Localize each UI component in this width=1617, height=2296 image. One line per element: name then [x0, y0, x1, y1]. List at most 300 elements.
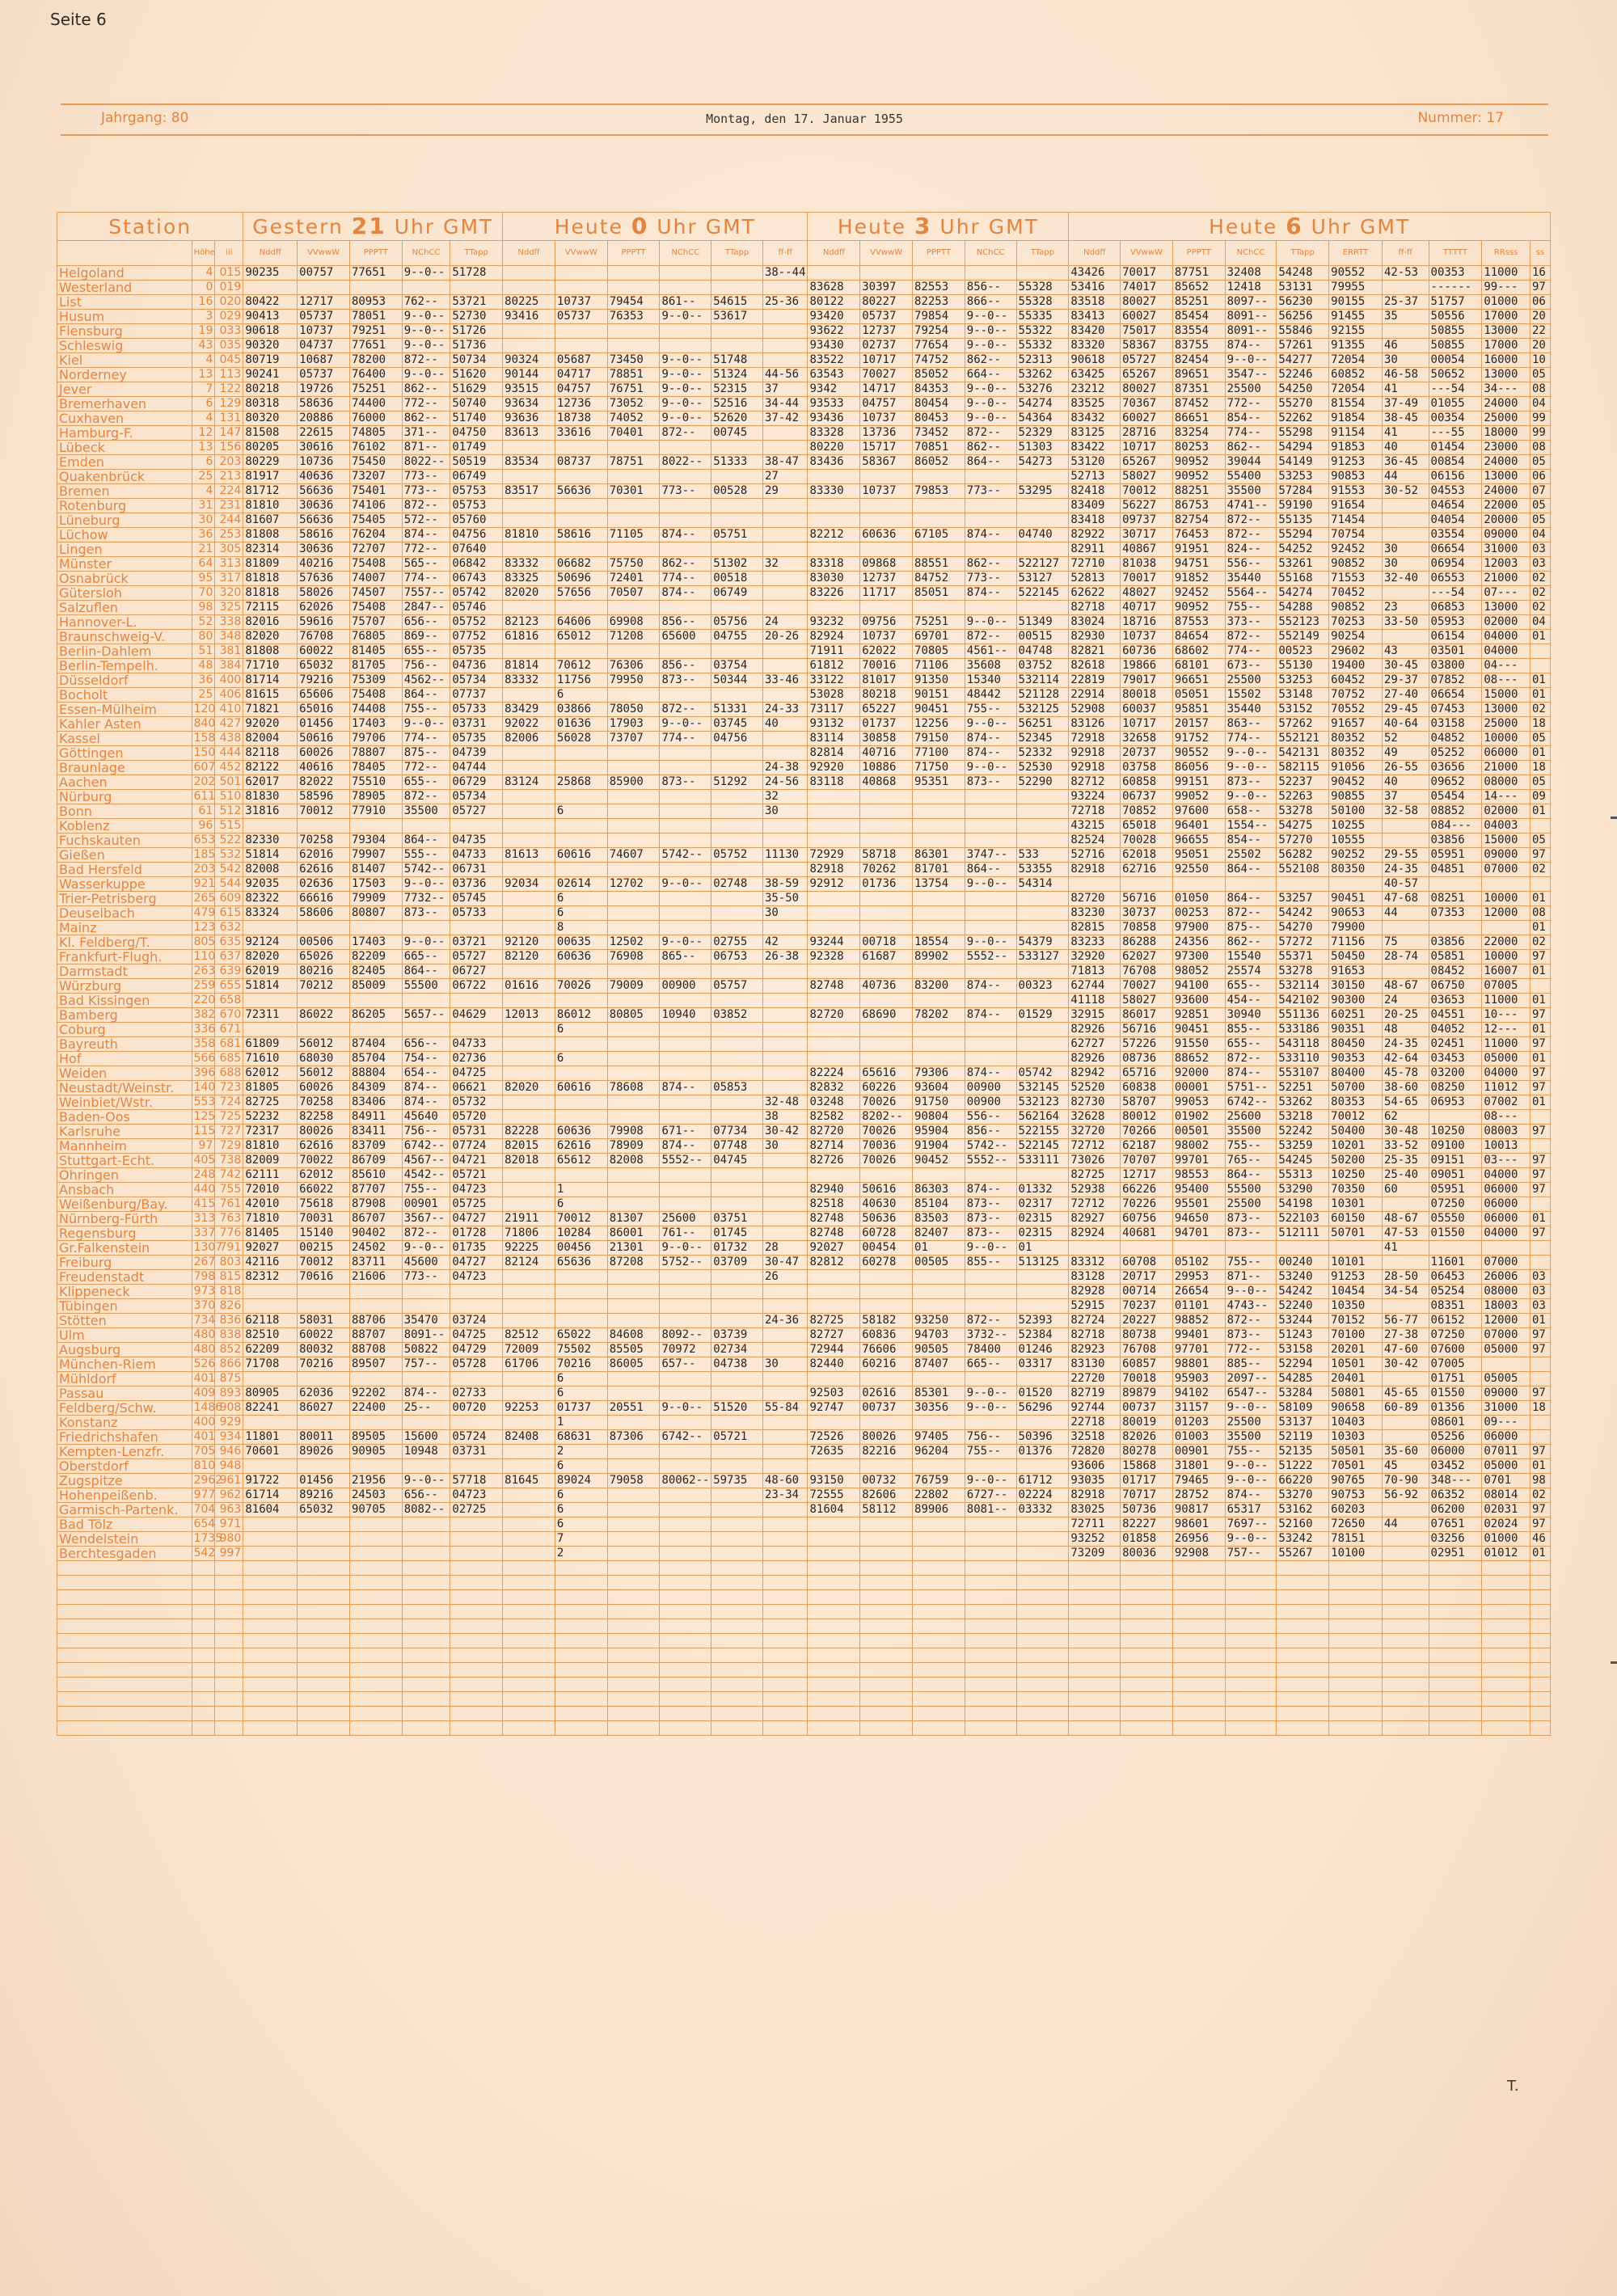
table-cell [711, 1095, 763, 1110]
station-index: 532 [215, 848, 243, 863]
table-cell [913, 1052, 965, 1066]
table-cell: 5742-- [402, 863, 450, 877]
table-cell: 06621 [450, 1081, 503, 1095]
table-cell: 06 [1530, 470, 1550, 484]
table-cell: 871-- [1225, 1270, 1277, 1285]
table-cell: 4562-- [402, 673, 450, 688]
table-cell [711, 1285, 763, 1299]
empty-cell [555, 1590, 607, 1605]
station-name: Freiburg [57, 1256, 192, 1270]
table-row [57, 1445, 1551, 1459]
table-cell: 2097-- [1225, 1372, 1277, 1386]
table-cell: 56296 [1016, 1401, 1069, 1416]
empty-cell [1069, 1605, 1121, 1619]
table-cell: 22720 [1069, 1372, 1121, 1386]
table-cell: 06200 [1429, 1503, 1482, 1517]
station-height: 263 [192, 964, 215, 979]
table-cell: 82330 [243, 834, 298, 848]
table-cell: 0701 [1482, 1474, 1530, 1488]
table-cell [913, 921, 965, 935]
table-cell: 87553 [1172, 615, 1225, 630]
empty-cell [1225, 1721, 1277, 1736]
station-height: 337 [192, 1226, 215, 1241]
station-name: Hamburg-F. [57, 426, 192, 441]
table-cell: 28 [762, 1241, 808, 1256]
table-cell: 522127 [1016, 557, 1069, 572]
table-cell [660, 1517, 711, 1532]
empty-cell [503, 1619, 555, 1634]
column-header: VVwwW [555, 241, 607, 266]
table-row [57, 1285, 1551, 1299]
table-cell: 25500 [1225, 1197, 1277, 1212]
table-cell: 80027 [1121, 295, 1173, 310]
table-cell: 25000 [1482, 717, 1530, 732]
table-cell: 63543 [808, 368, 860, 382]
table-cell [607, 644, 660, 659]
table-cell: 83030 [808, 572, 860, 586]
table-cell: 71810 [243, 1212, 298, 1226]
table-cell: 02748 [711, 877, 763, 892]
table-cell: 01000 [1482, 1532, 1530, 1547]
table-cell [860, 804, 913, 819]
table-cell: 62016 [298, 848, 350, 863]
table-cell: 1 [555, 1183, 607, 1197]
table-cell: 55168 [1277, 572, 1329, 586]
table-cell: 51520 [711, 1401, 763, 1416]
empty-cell [965, 1648, 1016, 1663]
station-index: 544 [215, 877, 243, 892]
table-cell: 90817 [1172, 1503, 1225, 1517]
table-cell: 755-- [1225, 1139, 1277, 1154]
table-cell [298, 1547, 350, 1561]
table-cell: 79955 [1329, 281, 1383, 295]
table-row [57, 1110, 1551, 1125]
empty-cell [298, 1619, 350, 1634]
station-index: 962 [215, 1488, 243, 1503]
table-cell: 60-89 [1382, 1401, 1429, 1416]
table-cell [913, 266, 965, 281]
station-height: 202 [192, 775, 215, 790]
table-cell: 87751 [1172, 266, 1225, 281]
table-cell: 24 [1382, 994, 1429, 1008]
table-cell: 70012 [1121, 484, 1173, 499]
table-cell [1016, 906, 1069, 921]
table-cell: 874-- [1225, 1488, 1277, 1503]
table-cell [503, 1445, 555, 1459]
table-cell: 93636 [503, 412, 555, 426]
table-cell [913, 994, 965, 1008]
table-cell [965, 1372, 1016, 1386]
table-row [57, 368, 1551, 382]
table-cell [808, 1023, 860, 1037]
table-cell: 01454 [1429, 441, 1482, 455]
station-name: Bremen [57, 484, 192, 499]
table-cell: 92550 [1172, 863, 1225, 877]
empty-cell [1121, 1692, 1173, 1707]
table-cell: 10 [1530, 353, 1550, 368]
table-cell: 552108 [1277, 863, 1329, 877]
table-cell: 5657-- [402, 1008, 450, 1023]
table-cell [762, 324, 808, 339]
table-cell: 94751 [1172, 557, 1225, 572]
empty-cell [503, 1721, 555, 1736]
table-cell: 6 [555, 804, 607, 819]
table-cell: 02451 [1429, 1037, 1482, 1052]
table-cell: 869-- [402, 630, 450, 644]
empty-cell [192, 1648, 215, 1663]
table-cell: 00353 [1429, 266, 1482, 281]
table-cell: 82008 [607, 1154, 660, 1168]
table-cell: 04745 [711, 1154, 763, 1168]
empty-cell [1329, 1605, 1383, 1619]
column-subheaders [57, 241, 1551, 266]
table-cell: 35608 [965, 659, 1016, 673]
table-cell: 04723 [450, 1488, 503, 1503]
table-cell: 04054 [1429, 513, 1482, 528]
table-cell: 656-- [402, 615, 450, 630]
station-index: 317 [215, 572, 243, 586]
station-name: Fuchskauten [57, 834, 192, 848]
empty-cell [1329, 1692, 1383, 1707]
empty-cell [1225, 1707, 1277, 1721]
station-name: Braunlage [57, 761, 192, 775]
station-index: 015 [215, 266, 243, 281]
table-cell: 51331 [711, 703, 763, 717]
empty-cell [860, 1721, 913, 1736]
table-row [57, 1401, 1551, 1416]
empty-cell [1530, 1692, 1550, 1707]
table-cell: 83332 [503, 557, 555, 572]
table-cell [711, 1197, 763, 1212]
empty-cell [1121, 1590, 1173, 1605]
station-name: Baden-Oos [57, 1110, 192, 1125]
table-cell: 72401 [607, 572, 660, 586]
table-cell: 34-44 [762, 397, 808, 412]
table-cell: 556-- [965, 1110, 1016, 1125]
station-height: 313 [192, 1212, 215, 1226]
empty-cell [215, 1692, 243, 1707]
table-cell: 58112 [860, 1503, 913, 1517]
table-cell: 01012 [1482, 1547, 1530, 1561]
station-name: Trier-Petrisberg [57, 892, 192, 906]
table-cell [1016, 1270, 1069, 1285]
table-cell: 99151 [1172, 775, 1225, 790]
table-cell: 65600 [660, 630, 711, 644]
table-cell [555, 834, 607, 848]
table-cell: 70028 [1121, 834, 1173, 848]
table-cell: 62012 [243, 1066, 298, 1081]
table-cell: 45640 [402, 1110, 450, 1125]
table-cell [503, 499, 555, 513]
table-cell: 08737 [555, 455, 607, 470]
empty-cell [555, 1707, 607, 1721]
table-cell: 872-- [1225, 630, 1277, 644]
table-cell: 6 [555, 688, 607, 703]
table-cell: 89902 [913, 950, 965, 964]
empty-cell [1429, 1648, 1482, 1663]
table-cell: 53261 [1277, 557, 1329, 572]
table-cell: 65267 [1121, 455, 1173, 470]
table-cell: 83254 [1172, 426, 1225, 441]
empty-cell [1482, 1619, 1530, 1634]
table-cell: 772-- [1225, 1343, 1277, 1357]
table-cell: 772-- [1225, 397, 1277, 412]
table-cell: 83118 [808, 775, 860, 790]
table-cell [965, 804, 1016, 819]
table-cell: 07734 [711, 1125, 763, 1139]
table-cell: 35500 [1225, 1125, 1277, 1139]
table-cell [660, 819, 711, 834]
table-cell: 71553 [1329, 572, 1383, 586]
empty-cell [1329, 1576, 1383, 1590]
table-cell: 85104 [913, 1197, 965, 1212]
table-cell: 70012 [1329, 1110, 1383, 1125]
empty-cell [402, 1707, 450, 1721]
table-cell: 10737 [298, 324, 350, 339]
table-cell: 555-- [402, 848, 450, 863]
table-cell [860, 892, 913, 906]
table-row [57, 441, 1551, 455]
table-cell: 52290 [1016, 775, 1069, 790]
table-cell: 8081-- [965, 1503, 1016, 1517]
table-cell: 91355 [1329, 339, 1383, 353]
table-cell: 04737 [298, 339, 350, 353]
table-cell: 52294 [1277, 1357, 1329, 1372]
table-cell: 773-- [965, 572, 1016, 586]
table-cell: 77651 [349, 339, 402, 353]
station-height: 13 [192, 441, 215, 455]
table-cell: 95400 [1172, 1183, 1225, 1197]
table-cell: 90765 [1329, 1474, 1383, 1488]
table-cell: 00745 [711, 426, 763, 441]
table-cell: 80012 [1121, 1110, 1173, 1125]
table-cell: 04717 [555, 368, 607, 382]
station-height: 401 [192, 1430, 215, 1445]
table-cell: 03866 [555, 703, 607, 717]
station-index: 639 [215, 964, 243, 979]
table-cell [1016, 1532, 1069, 1547]
table-cell: 51757 [1429, 295, 1482, 310]
table-cell: 17000 [1482, 310, 1530, 324]
table-cell [450, 1517, 503, 1532]
table-cell: 02614 [555, 877, 607, 892]
table-cell: 55267 [1277, 1547, 1329, 1561]
table-cell: 872-- [1225, 906, 1277, 921]
table-cell: 10687 [298, 353, 350, 368]
table-cell: 27-40 [1382, 688, 1429, 703]
table-cell: 05737 [298, 368, 350, 382]
table-cell: 71710 [243, 659, 298, 673]
empty-cell [1172, 1561, 1225, 1576]
table-cell: 09652 [1429, 775, 1482, 790]
table-cell [503, 1517, 555, 1532]
empty-cell [660, 1619, 711, 1634]
table-cell: 83320 [1069, 339, 1121, 353]
table-cell [1016, 1299, 1069, 1314]
table-cell: 71454 [1329, 513, 1383, 528]
table-cell [762, 644, 808, 659]
table-cell: 62019 [243, 964, 298, 979]
table-cell: 60728 [860, 1226, 913, 1241]
table-cell: 30 [1382, 557, 1429, 572]
station-name: Hannover-L. [57, 615, 192, 630]
table-cell: 9--0-- [402, 368, 450, 382]
table-cell: 07000 [1482, 1256, 1530, 1270]
station-name: Wendelstein [57, 1532, 192, 1547]
empty-cell [555, 1576, 607, 1590]
table-cell: 22615 [298, 426, 350, 441]
table-cell: 89505 [349, 1430, 402, 1445]
table-cell: 82026 [1121, 1430, 1173, 1445]
table-cell [762, 1052, 808, 1066]
table-cell: 68030 [298, 1052, 350, 1066]
column-header: Nddff [503, 241, 555, 266]
table-cell [349, 994, 402, 1008]
table-cell: 90905 [349, 1445, 402, 1459]
table-cell: 83330 [808, 484, 860, 499]
table-cell: 70707 [1121, 1154, 1173, 1168]
table-cell [607, 542, 660, 557]
table-cell: 03 [1530, 1285, 1550, 1299]
table-cell: 8091-- [1225, 324, 1277, 339]
table-row [57, 1226, 1551, 1241]
table-cell: 07 [1530, 484, 1550, 499]
table-cell: 11756 [555, 673, 607, 688]
table-cell: 03752 [1016, 659, 1069, 673]
table-cell: 61706 [503, 1357, 555, 1372]
empty-cell [762, 1663, 808, 1678]
table-cell: 09000 [1482, 848, 1530, 863]
table-cell: 06737 [1121, 790, 1173, 804]
table-cell [711, 994, 763, 1008]
empty-cell [660, 1678, 711, 1692]
table-cell: 01 [1530, 921, 1550, 935]
table-cell: 30 [1382, 353, 1429, 368]
table-cell: 02 [1530, 935, 1550, 950]
table-cell [1530, 1197, 1550, 1212]
table-cell: 54379 [1016, 935, 1069, 950]
table-row [57, 1357, 1551, 1372]
table-cell [762, 513, 808, 528]
table-cell: 02315 [1016, 1212, 1069, 1226]
table-cell: 90552 [1172, 746, 1225, 761]
station-height: 0 [192, 281, 215, 295]
table-cell: 84608 [607, 1328, 660, 1343]
table-cell: 9--0-- [965, 339, 1016, 353]
empty-cell [860, 1590, 913, 1605]
table-cell [1382, 1503, 1429, 1517]
station-index: 803 [215, 1256, 243, 1270]
table-cell: 9--0-- [1225, 1459, 1277, 1474]
table-cell [1329, 1241, 1383, 1256]
table-cell: 01737 [555, 1401, 607, 1416]
table-cell: 90353 [1329, 1052, 1383, 1066]
table-cell: 533110 [1277, 1052, 1329, 1066]
table-cell [808, 1285, 860, 1299]
empty-cell [913, 1692, 965, 1707]
station-name: Würzburg [57, 979, 192, 994]
table-cell: 99052 [1172, 790, 1225, 804]
table-cell: 65606 [298, 688, 350, 703]
table-cell [607, 1110, 660, 1125]
table-cell: 53137 [1277, 1416, 1329, 1430]
table-cell: 88652 [1172, 1052, 1225, 1066]
table-cell: 52263 [1277, 790, 1329, 804]
table-cell: 04725 [450, 1066, 503, 1081]
table-cell: 68631 [555, 1430, 607, 1445]
table-cell: 76708 [1121, 964, 1173, 979]
table-cell: 53257 [1277, 892, 1329, 906]
table-cell: 15000 [1482, 688, 1530, 703]
table-cell [660, 1066, 711, 1081]
empty-cell [1530, 1605, 1550, 1619]
table-cell: 01751 [1429, 1372, 1482, 1386]
table-cell: 81818 [243, 572, 298, 586]
table-cell [860, 1416, 913, 1430]
table-cell: 60150 [1329, 1212, 1383, 1226]
station-name: Rotenburg [57, 499, 192, 513]
table-cell: 22000 [1482, 499, 1530, 513]
table-row [57, 1154, 1551, 1168]
table-cell: 00253 [1172, 906, 1225, 921]
table-cell [1429, 921, 1482, 935]
table-cell: 10101 [1329, 1256, 1383, 1270]
table-cell: 83432 [1069, 412, 1121, 426]
table-cell [762, 979, 808, 994]
table-cell: 9--0-- [965, 397, 1016, 412]
table-cell: 73450 [607, 353, 660, 368]
table-cell: 70036 [860, 1139, 913, 1154]
table-cell: 60203 [1329, 1503, 1383, 1517]
table-cell: 04740 [1016, 528, 1069, 542]
table-cell: 54-65 [1382, 1095, 1429, 1110]
table-cell [503, 1299, 555, 1314]
table-cell: 62622 [1069, 586, 1121, 601]
table-cell: 50822 [402, 1343, 450, 1357]
table-cell: 9--0-- [402, 717, 450, 732]
table-cell: 45600 [402, 1256, 450, 1270]
empty-cell [503, 1678, 555, 1692]
table-cell: 40868 [860, 775, 913, 790]
table-cell: 90402 [349, 1226, 402, 1241]
table-cell: 06842 [450, 557, 503, 572]
table-cell: 61714 [243, 1488, 298, 1503]
table-cell [913, 1285, 965, 1299]
table-cell: 21301 [607, 1241, 660, 1256]
table-cell [607, 1372, 660, 1386]
station-name: Klippeneck [57, 1285, 192, 1299]
table-cell: 60616 [555, 848, 607, 863]
table-cell [762, 1023, 808, 1037]
station-name: Bremerhaven [57, 397, 192, 412]
table-cell: 97 [1530, 1154, 1550, 1168]
table-cell [965, 1299, 1016, 1314]
empty-cell [913, 1605, 965, 1619]
empty-cell [1172, 1605, 1225, 1619]
table-cell: 22802 [913, 1488, 965, 1503]
table-cell: 95851 [1172, 703, 1225, 717]
table-cell: 42-64 [1382, 1052, 1429, 1066]
table-cell: 14--- [1482, 790, 1530, 804]
table-cell: 05732 [450, 1095, 503, 1110]
table-cell: 78200 [349, 353, 402, 368]
table-cell: 02725 [450, 1503, 503, 1517]
station-index: 510 [215, 790, 243, 804]
table-cell: 01520 [1016, 1386, 1069, 1401]
table-row [57, 557, 1551, 572]
empty-cell [349, 1561, 402, 1576]
empty-cell [1482, 1707, 1530, 1721]
